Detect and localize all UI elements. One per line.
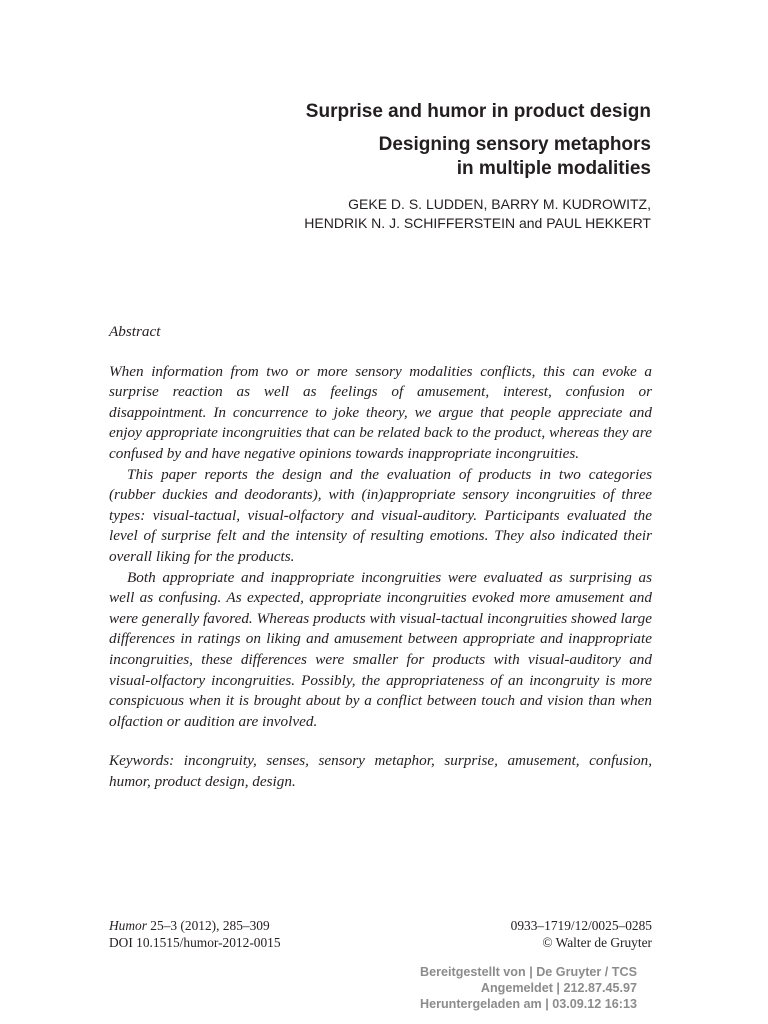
copyright: © Walter de Gruyter	[542, 935, 652, 950]
citation-info	[109, 917, 281, 951]
article-header	[91, 99, 651, 233]
publisher-info	[511, 917, 652, 951]
journal-citation	[109, 917, 281, 934]
article-title: Surprise and humor in product design	[305, 101, 651, 122]
abstract-paragraph: Both appropriate and inappropriate incongruities were evaluated as surprising as well as confusing. As expected, appropriate incongruities evoked more amusement and were generally favored. Whereas products with visual-tactual incongruities showed large differences in ratings on liking and amusement between appropriate and inappropriate incongruities, these differences were smaller for products with visual-auditory and visual-olfactory incongruities. Possibly, the appropriateness of an incongruity is more conspicuous when it is brought about by a conflict between touch and vision than when olfaction or audition are involved.	[109, 568, 652, 730]
keywords: Keywords: incongruity, senses, sensory metaphor, surprise, amusement, confusion, humor, product design, design.	[109, 752, 652, 790]
author-line: GEKE D. S. LUDDEN, BARRY M. KUDROWITZ,	[348, 196, 651, 212]
watermark-line: Heruntergeladen am | 03.09.12 16:13	[419, 997, 637, 1011]
subtitle-line: in multiple modalities	[456, 158, 651, 179]
article-subtitle	[91, 133, 651, 181]
download-watermark	[420, 964, 637, 1012]
watermark-line: Bereitgestellt von | De Gruyter / TCS	[420, 965, 637, 979]
author-line: HENDRIK N. J. SCHIFFERSTEIN and PAUL HEKKERT	[304, 215, 651, 231]
doi: DOI 10.1515/humor-2012-0015	[109, 935, 281, 950]
abstract-paragraph: When information from two or more sensory modalities conflicts, this can evoke a surprise reaction as well as feelings of amusement, interest, confusion or disappointment. In concurrence to joke theory, we argue that people appreciate and enjoy appropriate incongruities that can be related back to the product, whereas they are confused by and have negative opinions towards inappropriate incongruities.	[109, 362, 652, 462]
volume-pages: 25–3 (2012), 285–309	[146, 918, 270, 933]
journal-name: Humor	[109, 918, 147, 933]
author-list	[91, 195, 651, 233]
abstract-heading: Abstract	[109, 323, 161, 340]
issn: 0933–1719/12/0025–0285	[510, 918, 652, 933]
abstract-paragraph: This paper reports the design and the evaluation of products in two categories (rubber duckies and deodorants), with (in)appropriate sensory incongruities of three types: visual-tactual, visual-olfactory and visual-auditory. Participants evaluated the level of surprise felt and the intensity of resulting emotions. They also indicated their overall liking for the products.	[109, 465, 652, 565]
abstract-section	[109, 322, 652, 792]
watermark-line: Angemeldet | 212.87.45.97	[480, 981, 637, 995]
subtitle-line: Designing sensory metaphors	[378, 134, 651, 155]
